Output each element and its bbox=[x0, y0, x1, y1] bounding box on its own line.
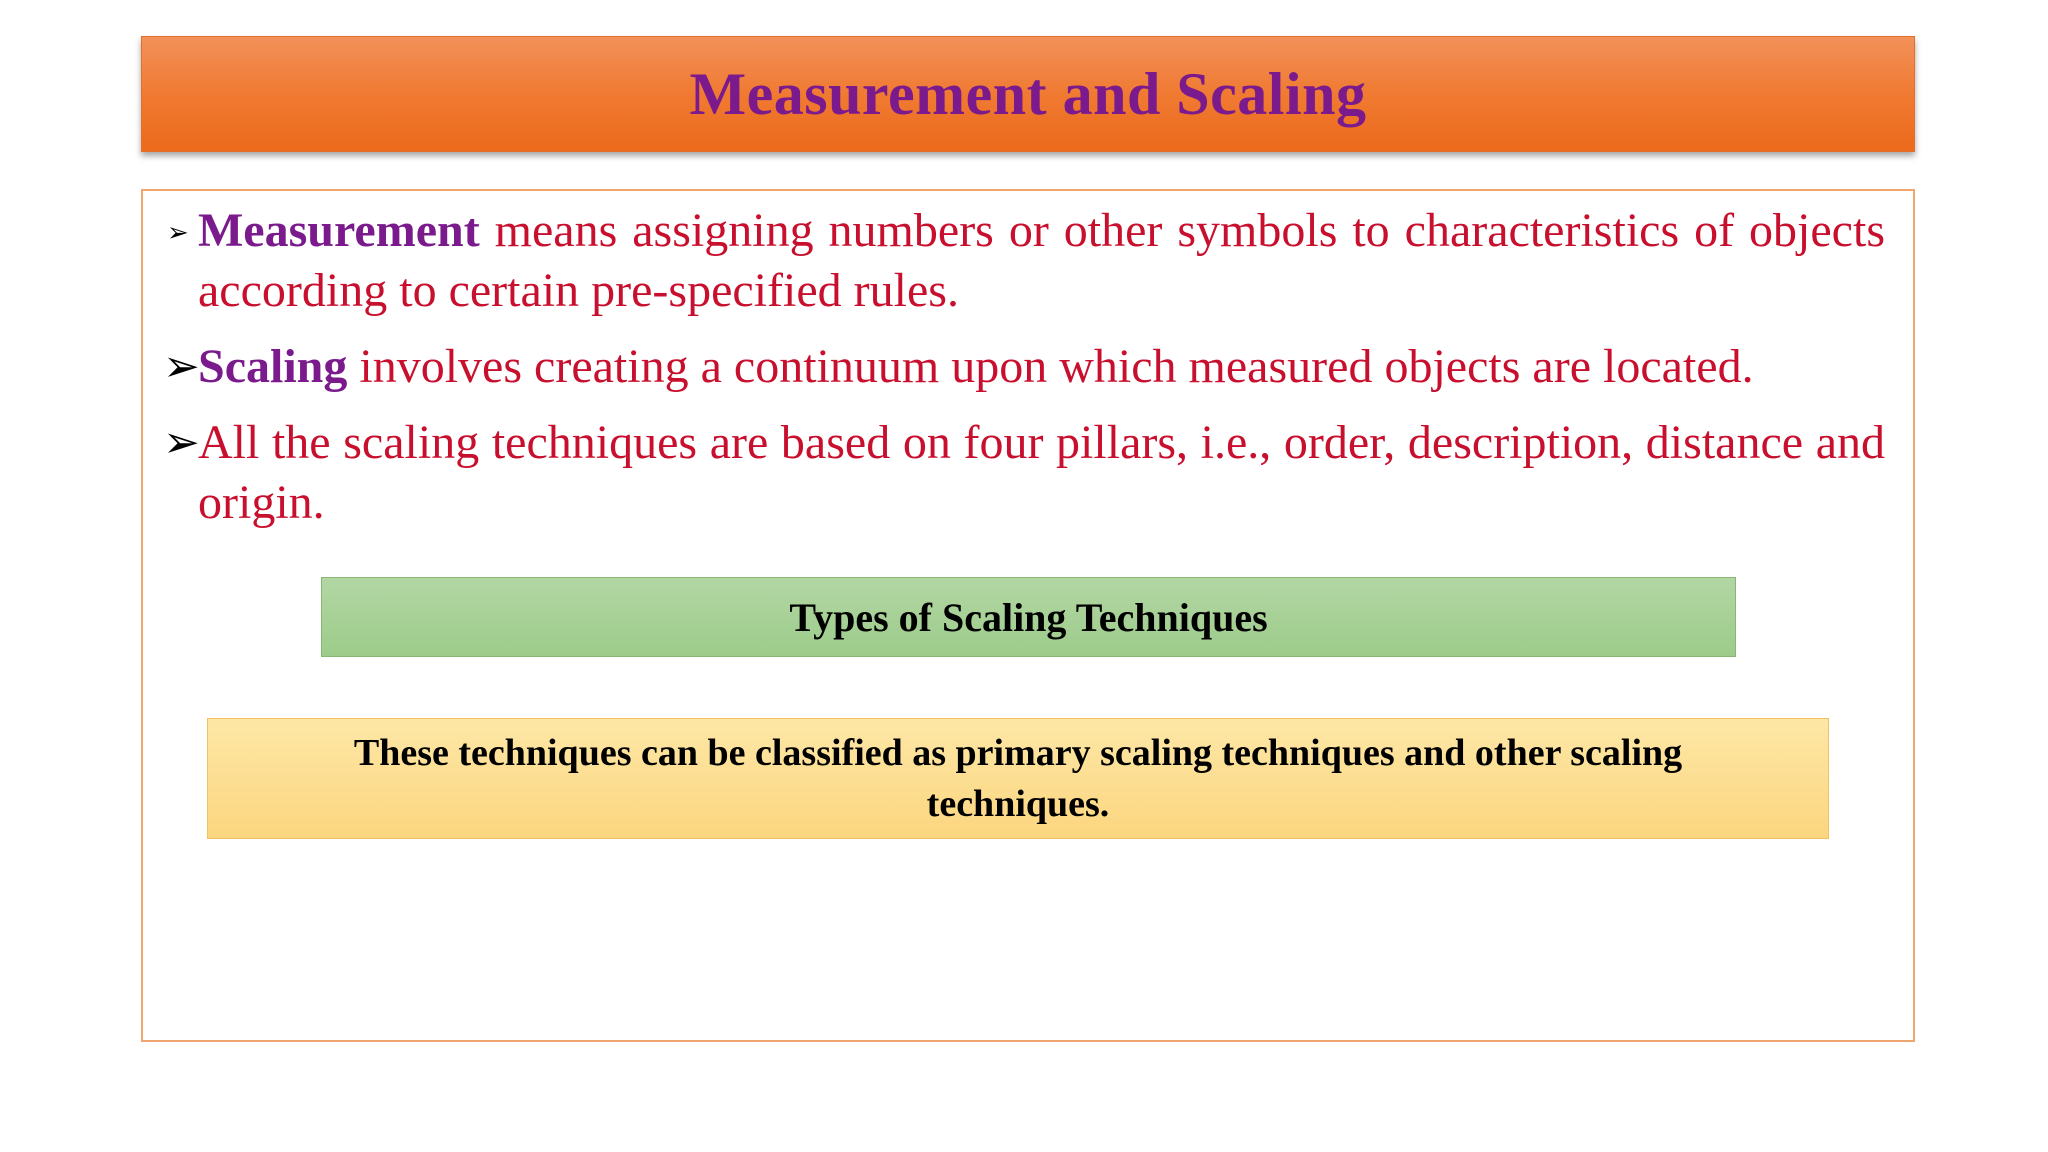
slide-title: Measurement and Scaling bbox=[689, 60, 1367, 127]
slide-title-bar bbox=[141, 36, 1915, 152]
types-of-scaling-box bbox=[321, 577, 1736, 657]
classification-label: These techniques can be classified as primary scaling techniques and other scaling techniques. bbox=[353, 731, 1683, 825]
bullet-item-measurement bbox=[163, 201, 1885, 321]
classification-box bbox=[207, 718, 1829, 839]
bullet-item-scaling bbox=[163, 337, 1885, 397]
arrow-bullet-icon: ➢ bbox=[163, 418, 200, 467]
arrow-bullet-icon: ➢ bbox=[163, 342, 200, 391]
bullet-text: All the scaling techniques are based on four pillars, i.e., order, description, distance and origin. bbox=[198, 416, 1885, 529]
types-of-scaling-label: Types of Scaling Techniques bbox=[789, 594, 1268, 640]
bullet-text: involves creating a continuum upon which measured objects are located. bbox=[347, 340, 1754, 393]
slide-content-box bbox=[141, 189, 1915, 1042]
bullet-item-pillars bbox=[163, 413, 1885, 533]
term-scaling: Scaling bbox=[198, 340, 348, 393]
bullet-list bbox=[163, 201, 1885, 533]
arrow-bullet-icon: ➢ bbox=[167, 218, 189, 247]
bullet-text: means assigning numbers or other symbols to characteristics of objects according to certain pre-specified rules. bbox=[198, 204, 1885, 317]
term-measurement: Measurement bbox=[198, 204, 480, 257]
